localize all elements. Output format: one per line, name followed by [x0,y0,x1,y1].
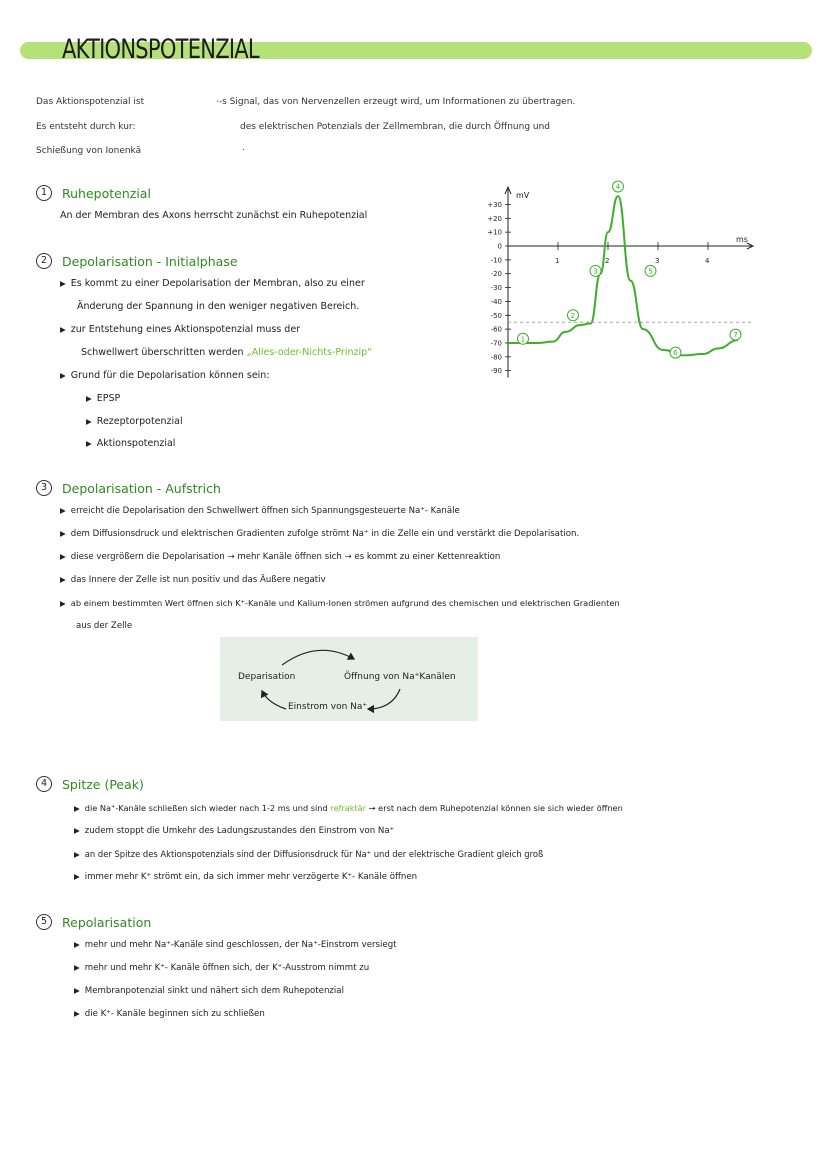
intro-line-1b: ·-s Signal, das von Nervenzellen erzeugt wird, um Informationen zu übertragen. [216,97,576,107]
positive-feedback-cycle [220,637,478,721]
y-tick-label: -50 [490,311,502,320]
x-tick-label: 4 [705,257,710,265]
cycle-depolarisation: Deparisation [238,672,296,682]
bullet: ▶ das Innere der Zelle ist nun positiv und das Äußere negativ [60,575,326,585]
y-tick-label: -60 [490,325,502,334]
bullet: ▶ an der Spitze des Aktionspotenzials sind der Diffusionsdruck für Na⁺ und der elektrische Gradient gleich groß [74,849,544,859]
y-tick-label: -80 [490,353,502,362]
bullet: ▶ die Na⁺-Kanäle schließen sich wieder nach 1-2 ms und sind refraktär → erst nach dem Ruhepotenzial können sie sich wieder öffnen [74,803,623,813]
section-repolarisation-heading [36,914,151,930]
phase-marker-label: 7 [733,331,738,340]
phase-marker-label: 6 [673,349,678,358]
section-aufstrich-heading [36,480,221,496]
x-tick-label: 2 [605,257,610,265]
bullet: ▶ immer mehr K⁺ strömt ein, da sich immer mehr verzögerte K⁺- Kanäle öffnen [74,872,418,882]
sub-bullet: ▶ Rezeptorpotenzial [86,416,183,427]
section-number: 5 [36,914,52,930]
sub-bullet: ▶ Aktionspotenzial [86,438,176,449]
page-title: AKTIONSPOTENZIAL [62,34,259,65]
bullet: ▶ Grund für die Depolarisation können sein: [60,370,270,381]
y-tick-label: 0 [497,242,502,251]
y-tick-label: -20 [490,270,502,279]
section-title: Depolarisation - Initialphase [62,253,238,269]
section-title: Spitze (Peak) [62,776,144,792]
intro-line-1a: Das Aktionspotenzial ist [36,97,145,107]
section-title: Depolarisation - Aufstrich [62,480,221,496]
y-tick-label: +20 [487,214,502,223]
section-peak-heading [36,776,144,792]
intro-line-3b: . [242,143,245,153]
action-potential-chart [470,175,810,385]
cycle-na-influx: Einstrom von Na⁺ [288,702,368,712]
alles-oder-nichts-highlight: „Alles-oder-Nichts-Prinzip“ [246,347,373,358]
y-tick-label: +30 [487,200,502,209]
phase-marker-label: 2 [570,311,576,320]
bullet: ▶ Es kommt zu einer Depolarisation der Membran, also zu einer [60,278,365,289]
bullet-continuation: Schwellwert überschritten werden „Alles-oder-Nichts-Prinzip“ [81,347,373,358]
section-initialphase-heading [36,253,238,269]
y-tick-label: -40 [490,297,502,306]
section-number: 1 [36,185,52,201]
cycle-na-channels: Öffnung von Na⁺Kanälen [344,672,456,682]
section-number: 2 [36,253,52,269]
bullet: ▶ dem Diffusionsdruck und elektrischen Gradienten zufolge strömt Na⁺ in die Zelle ein und verstärkt die Depolarisation. [60,529,580,539]
y-tick-label: -10 [490,256,502,265]
intro-line-3a: Schießung von Ionenkä [36,146,142,156]
x-tick-label: 3 [655,257,660,265]
bullet: ▶ ab einem bestimmten Wert öffnen sich K⁺-Kanäle und Kalium-Ionen strömen aufgrund des chemischen und elektrischen Gradienten [60,598,620,608]
sub-bullet: ▶ EPSP [86,393,121,404]
y-tick-label: -70 [490,339,502,348]
y-axis-label: mV [516,191,530,200]
section-number: 4 [36,776,52,792]
bullet-continuation: aus der Zelle [76,621,133,631]
bullet-continuation: Änderung der Spannung in den weniger negativen Bereich. [77,301,360,312]
x-tick-label: 1 [555,257,560,265]
bullet: ▶ mehr und mehr Na⁺-Kanäle sind geschlossen, der Na⁺-Einstrom versiegt [74,940,397,950]
ruhepotenzial-text: An der Membran des Axons herrscht zunächst ein Ruhepotenzial [60,210,368,221]
section-ruhepotenzial-heading [36,185,151,201]
phase-marker-label: 1 [520,335,526,344]
phase-marker-label: 4 [615,183,621,192]
bullet: ▶ die K⁺- Kanäle beginnen sich zu schließen [74,1009,265,1019]
section-title: Ruhepotenzial [62,185,151,201]
phase-marker-label: 5 [648,267,653,276]
bullet: ▶ mehr und mehr K⁺- Kanäle öffnen sich, der K⁺-Ausstrom nimmt zu [74,963,370,973]
section-number: 3 [36,480,52,496]
x-axis-label: ms [736,235,748,244]
y-tick-label: +10 [487,228,502,237]
bullet: ▶ zudem stoppt die Umkehr des Ladungszustandes den Einstrom von Na⁺ [74,826,395,836]
intro-line-2b: des elektrischen Potenzials der Zellmembran, die durch Öffnung und [240,122,551,132]
bullet: ▶ diese vergrößern die Depolarisation → mehr Kanäle öffnen sich → es kommt zu einer Kettenreaktion [60,552,501,562]
intro-line-2a: Es entsteht durch kur: [36,122,136,132]
bullet: ▶ erreicht die Depolarisation den Schwellwert öffnen sich Spannungsgesteuerte Na⁺- Kanäle [60,506,460,516]
bullet: ▶ zur Entstehung eines Aktionspotenzial muss der [60,324,301,335]
phase-marker-label: 3 [593,267,598,276]
action-potential-curve [508,196,738,358]
y-tick-label: -30 [490,284,502,293]
y-tick-label: -90 [490,367,502,376]
bullet: ▶ Membranpotenzial sinkt und nähert sich dem Ruhepotenzial [74,986,344,996]
refraktaer-highlight: refraktär [330,803,367,813]
section-title: Repolarisation [62,914,152,930]
